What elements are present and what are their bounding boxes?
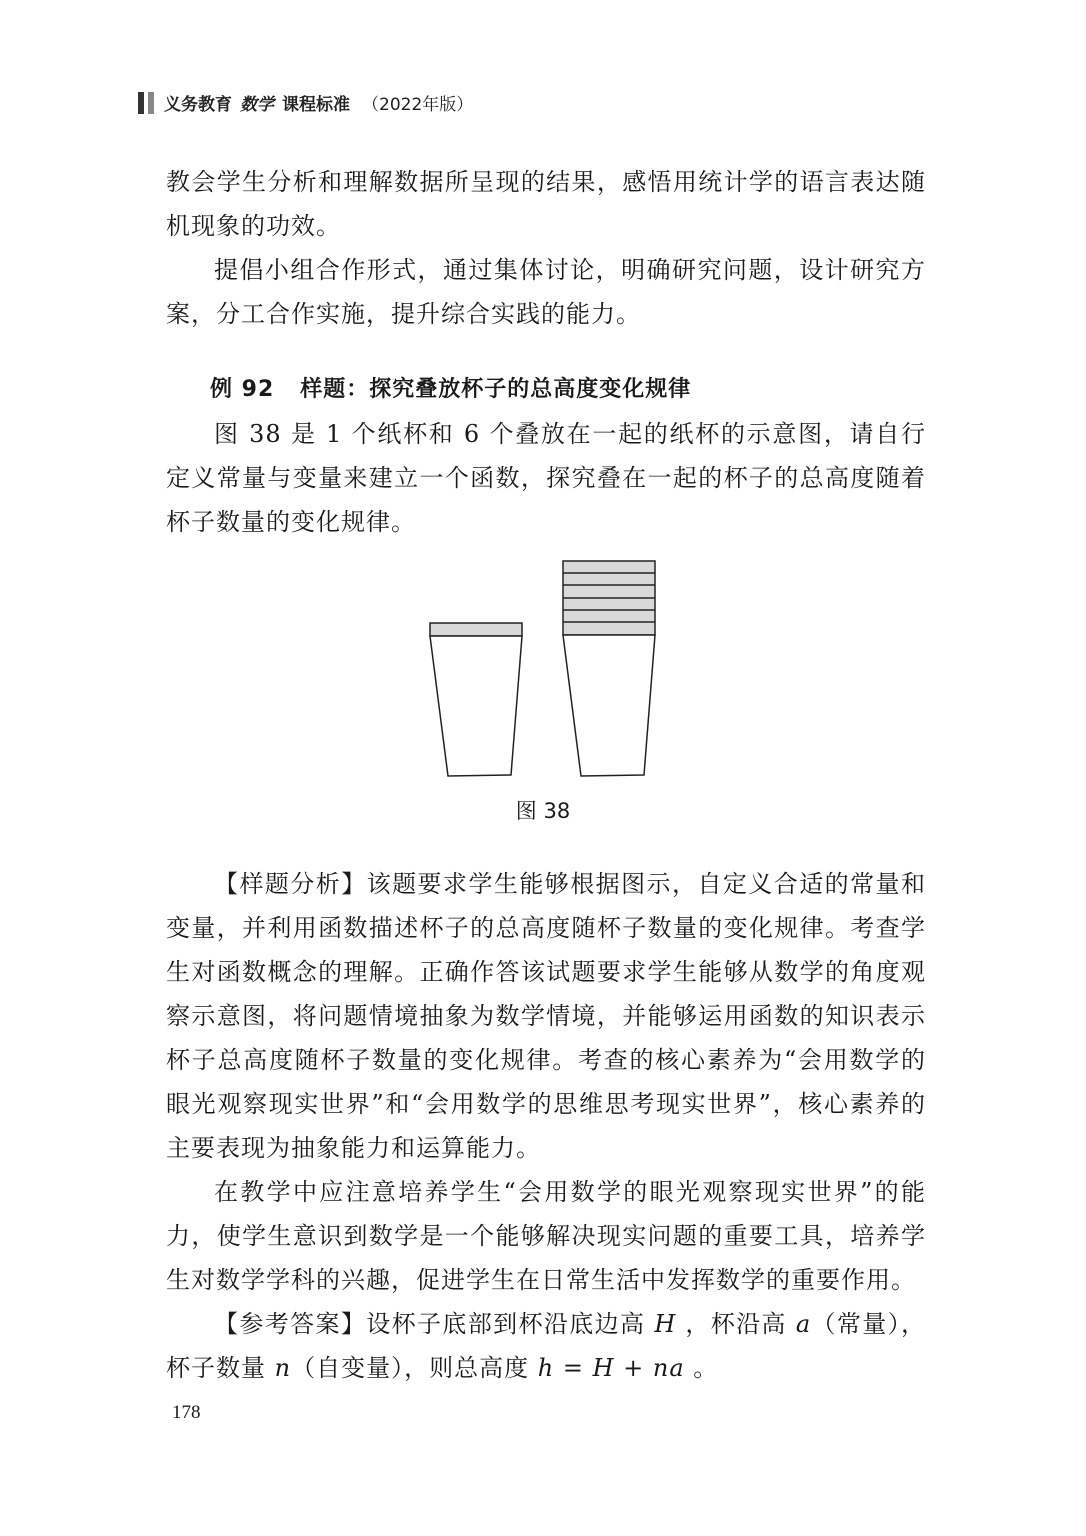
header-bars-icon — [138, 92, 154, 114]
stacked-cups-body — [563, 635, 655, 776]
answer-label: 【参考答案】 — [214, 1310, 367, 1338]
answer-t1: 设杯子底部到杯沿底边高 — [366, 1310, 655, 1338]
answer-t2: ，杯沿高 — [676, 1310, 796, 1338]
top-text — [166, 160, 926, 544]
answer-paragraph — [166, 1302, 926, 1390]
header-part3: 课程标准 — [282, 95, 350, 115]
example-heading — [166, 368, 926, 412]
analysis-paragraph — [166, 862, 926, 1170]
single-cup-rim — [430, 623, 522, 636]
bottom-text — [166, 862, 926, 1390]
answer-n: n — [274, 1354, 292, 1382]
example-text: 图 38 是 1 个纸杯和 6 个叠放在一起的纸杯的示意图，请自行定义常量与变量来建立一个函数，探究叠在一起的杯子的总高度随着杯子数量的变化规律。 — [166, 420, 926, 536]
answer-H: H — [654, 1310, 677, 1338]
answer-t4: （自变量），则总高度 — [291, 1354, 538, 1382]
header-bar-dark — [138, 92, 144, 114]
running-header — [138, 90, 473, 115]
single-cup-body — [430, 636, 522, 776]
header-year: （2022年版） — [362, 95, 474, 115]
answer-t5: 。 — [684, 1354, 719, 1382]
figure-caption: 图 38 — [515, 799, 571, 823]
stacked-cups — [563, 561, 655, 776]
analysis-label: 【样题分析】 — [214, 870, 367, 898]
answer-a: a — [795, 1310, 812, 1338]
answer-formula: h = H + na — [537, 1354, 685, 1382]
example-number: 例 92 — [210, 377, 275, 402]
cups-figure — [420, 555, 680, 795]
header-bar-light — [148, 92, 154, 114]
header-part2: 数学 — [240, 95, 274, 115]
paragraph-1: 教会学生分析和理解数据所呈现的结果，感悟用统计学的语言表达随机现象的功效。 — [166, 168, 926, 240]
example-title: 样题：探究叠放杯子的总高度变化规律 — [300, 377, 692, 402]
analysis-paragraph-2: 在教学中应注意培养学生“会用数学的眼光观察现实世界”的能力，使学生意识到数学是一个能够解决现实问题的重要工具，培养学生对数学学科的兴趣，促进学生在日常生活中发挥数学的重要作用。 — [166, 1178, 926, 1294]
page-number: 178 — [172, 1402, 201, 1423]
answer-t3: （常量），杯子数量 — [166, 1310, 927, 1382]
paragraph-2: 提倡小组合作形式，通过集体讨论，明确研究问题，设计研究方案，分工合作实施，提升综合实践的能力。 — [166, 256, 926, 328]
analysis-text-1: 该题要求学生能够根据图示，自定义合适的常量和变量，并利用函数描述杯子的总高度随杯子数量的变化规律。考查学生对函数概念的理解。正确作答该试题要求学生能够从数学的角度观察示意图，将问题情境抽象为数学情境，并能够运用函数的知识表示杯子总高度随杯子数量的变化规律。考查的核心素养为“会用数学的眼光观察现实世界”和“会用数学的思维思考现实世界”，核心素养的主要表现为抽象能力和运算能力。 — [166, 870, 927, 1162]
single-cup — [430, 623, 522, 776]
header-part1: 义务教育 — [164, 95, 232, 115]
